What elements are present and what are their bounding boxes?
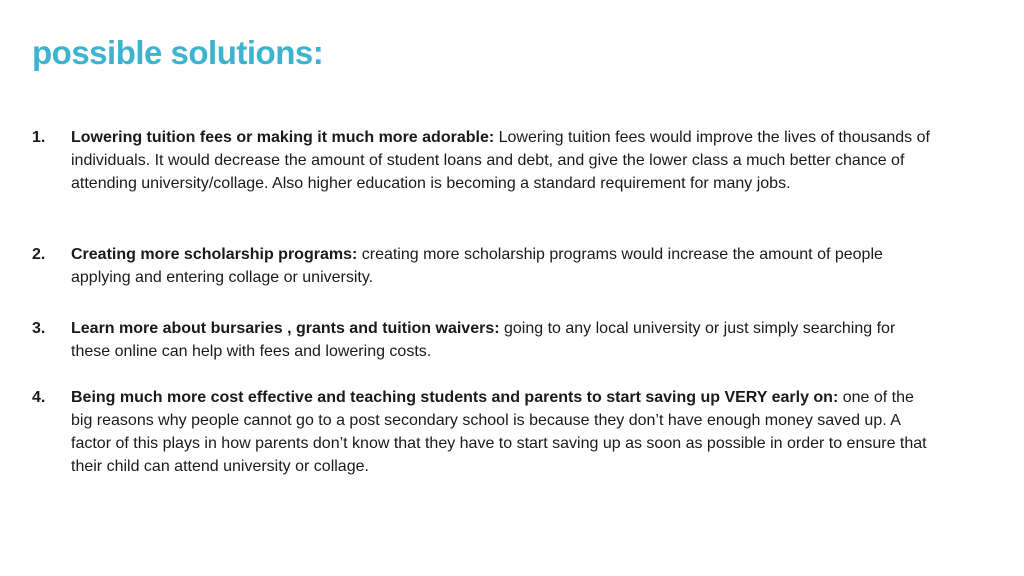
item-text: one of the big reasons why people cannot go to a post secondary school is because they don’t have enough money saved up. A factor of this plays in how parents don’t know that they have to start saving up as soon as possible in order to ensure that their child can attend university or collage. bbox=[71, 389, 927, 475]
item-heading: Learn more about bursaries , grants and tuition waivers: bbox=[71, 320, 504, 337]
list-item bbox=[32, 126, 952, 195]
item-text: Lowering tuition fees would improve the lives of thousands of individuals. It would decrease the amount of student loans and debt, and give the lower class a much better chance of attending university/collage. Also higher education is becoming a standard requirement for many jobs. bbox=[71, 129, 930, 192]
item-number: 1. bbox=[32, 129, 46, 146]
item-heading: Lowering tuition fees or making it much more adorable: bbox=[71, 129, 499, 146]
item-body bbox=[71, 317, 936, 363]
slide-title: possible solutions: bbox=[32, 34, 324, 71]
item-number: 2. bbox=[32, 246, 46, 263]
list-item bbox=[32, 243, 952, 289]
item-number: 4. bbox=[32, 389, 46, 406]
item-heading: Being much more cost effective and teaching students and parents to start saving up VERY early on: bbox=[71, 389, 843, 406]
item-body bbox=[71, 386, 936, 478]
list-item bbox=[32, 317, 952, 363]
item-text: creating more scholarship programs would increase the amount of people applying and entering collage or university. bbox=[71, 246, 883, 286]
item-body bbox=[71, 243, 936, 289]
item-number: 3. bbox=[32, 320, 46, 337]
item-text: going to any local university or just simply searching for these online can help with fees and lowering costs. bbox=[71, 320, 896, 360]
item-heading: Creating more scholarship programs: bbox=[71, 246, 362, 263]
list-item bbox=[32, 386, 952, 478]
item-body bbox=[71, 126, 936, 195]
